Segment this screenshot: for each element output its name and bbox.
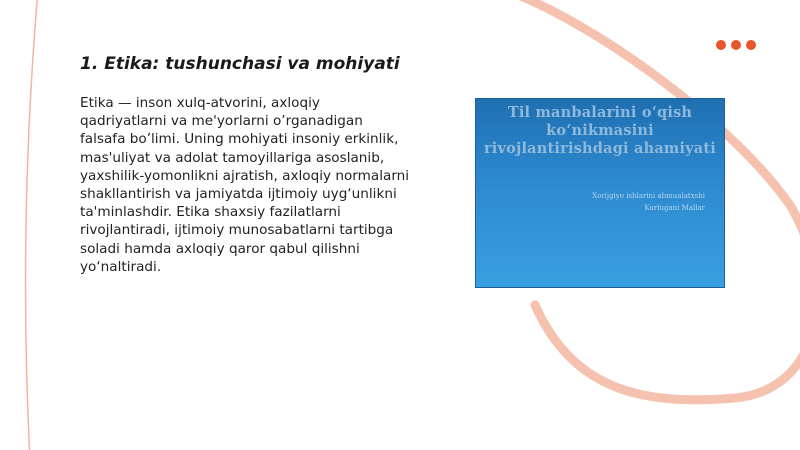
dot-shape xyxy=(731,40,741,50)
embedded-author-line-1: Xorijgiyo ishlarini abmualatxshi xyxy=(592,192,705,200)
dots-menu-icon xyxy=(716,40,756,50)
embedded-author-line-2: Kurlugani Mallar xyxy=(644,204,705,212)
embedded-slide-title: Til manbalarini o‘qish ko‘nikmasini rivojlantirishdagi ahamiyati xyxy=(483,104,717,157)
left-edge-line xyxy=(26,0,39,450)
embedded-slide-author xyxy=(592,190,705,214)
dot-shape xyxy=(746,40,756,50)
slide-body-text: Etika — inson xulq-atvorini, axloqiy qadriyatlarni va me'yorlarni o’rganadigan falsafa bo’limi. Uning mohiyati insoniy erkinlik, mas'uliyat va adolat tamoyillariga asoslanib, yaxshilik-yomonlikni ajratish, axloqiy normalarni shakllantirish va jamiyatda ijtimoiy uyg‘unlikni ta'minlashdir. Etika shaxsiy fazilatlarni rivojlantiradi, ijtimoiy munosabatlarni tartibga soladi hamda axloqiy qaror qabul qilishni yo‘naltiradi. xyxy=(80,95,410,275)
dot-shape xyxy=(716,40,726,50)
slide-title: 1. Etika: tushunchasi va mohiyati xyxy=(80,54,400,74)
embedded-slide-image xyxy=(475,98,725,288)
